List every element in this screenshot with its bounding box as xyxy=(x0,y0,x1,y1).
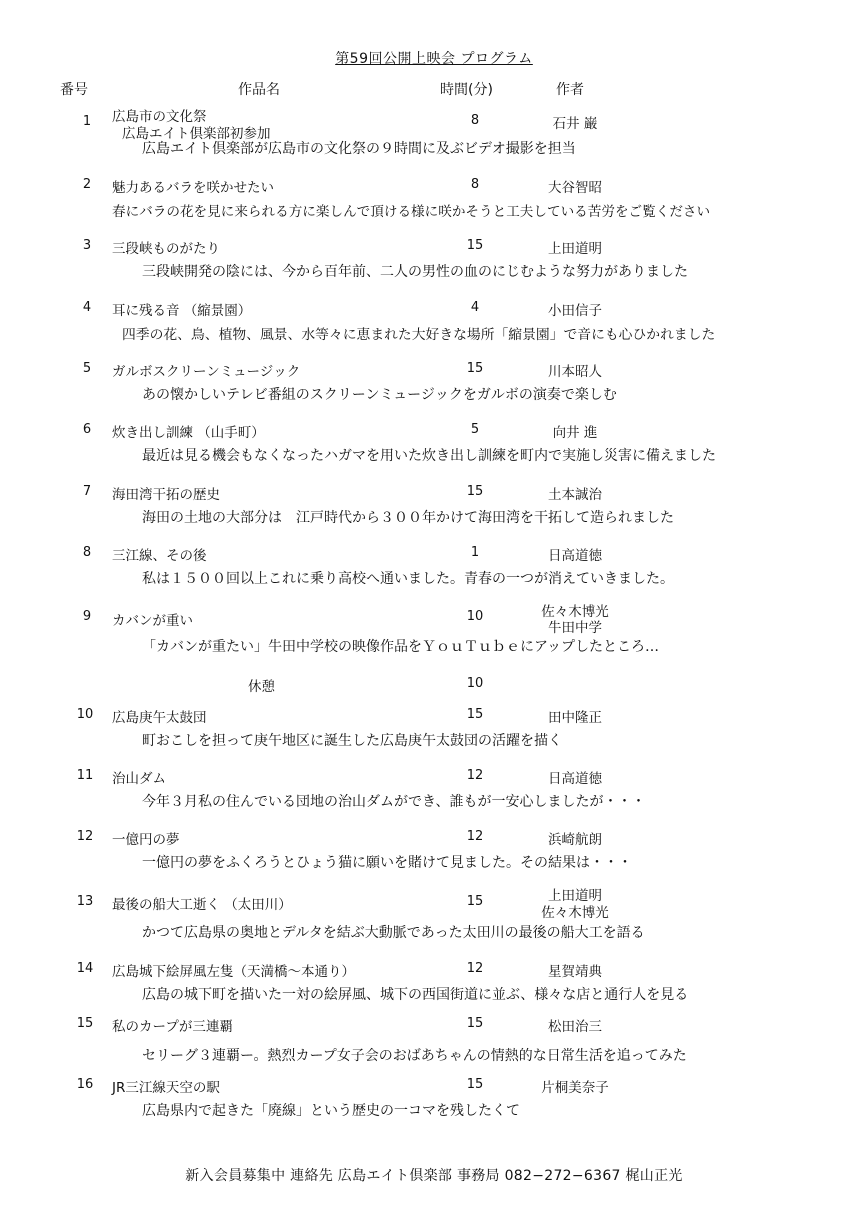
entry-number: 13 xyxy=(76,894,94,909)
entry-title: 三江線、その後 xyxy=(112,548,207,564)
entry-author: 日高道徳 xyxy=(548,548,602,564)
entry-time: 4 xyxy=(470,300,480,315)
entry-title: 最後の船大工逝く （太田川） xyxy=(112,897,292,913)
entry-description: 三段峡開発の陰には、今から百年前、二人の男性の血のにじむような努力がありました xyxy=(142,264,688,280)
entry-number: 14 xyxy=(76,961,94,976)
entry-title: カバンが重い xyxy=(112,613,193,629)
entry-title: 私のカープが三連覇 xyxy=(112,1019,233,1035)
entry-time: 15 xyxy=(466,484,484,499)
entry-subtitle: 広島エイト倶楽部初参加 xyxy=(122,126,271,142)
entry-description: 一億円の夢をふくろうとひょう猫に願いを賭けて見ました。その結果は・・・ xyxy=(142,855,632,871)
entry-number: 16 xyxy=(76,1077,94,1092)
header-number: 番号 xyxy=(60,82,88,98)
entry-number: 8 xyxy=(82,545,92,560)
entry-author: 上田道明 xyxy=(548,241,602,257)
entry-description: セリーグ３連覇ー。熱烈カープ女子会のおばあちゃんの情熱的な日常生活を追ってみた xyxy=(142,1048,687,1064)
entry-author-group: 牛田中学 xyxy=(548,620,602,636)
entry-description: 広島県内で起きた「廃線」という歴史の一コマを残したくて xyxy=(142,1103,520,1119)
header-time: 時間(分) xyxy=(440,82,493,98)
entry-author: 片桐美奈子 xyxy=(541,1080,609,1096)
entry-number: 4 xyxy=(82,300,92,315)
entry-time: 12 xyxy=(466,961,484,976)
entry-time: 15 xyxy=(466,707,484,722)
intermission-label: 休憩 xyxy=(248,679,275,695)
entry-author: 松田治三 xyxy=(548,1019,602,1035)
entry-number: 1 xyxy=(82,114,92,129)
entry-description: 今年３月私の住んでいる団地の治山ダムができ、誰もが一安心しましたが・・・ xyxy=(142,794,646,810)
entry-author: 小田信子 xyxy=(548,303,602,319)
table-header xyxy=(0,79,868,99)
entry-description: 広島エイト倶楽部が広島市の文化祭の９時間に及ぶビデオ撮影を担当 xyxy=(142,141,576,157)
entry-time: 8 xyxy=(470,113,480,128)
entry-number: 9 xyxy=(82,609,92,624)
entry-time: 12 xyxy=(466,768,484,783)
entry-title: 広島城下絵屏風左隻（天満橋〜本通り） xyxy=(112,964,355,980)
entry-author: 向井 進 xyxy=(552,425,598,441)
entry-description: 最近は見る機会もなくなったハガマを用いた炊き出し訓練を町内で実施し災害に備えました xyxy=(142,448,716,464)
entry-author: 上田道明 xyxy=(548,888,602,904)
entry-author: 浜崎航朗 xyxy=(548,832,602,848)
header-author: 作者 xyxy=(556,82,584,98)
entry-description: かつて広島県の奥地とデルタを結ぶ大動脈であった太田川の最後の船大工を語る xyxy=(142,925,645,941)
entry-author: 日高道徳 xyxy=(548,771,602,787)
entry-description: 「カバンが重たい」牛田中学校の映像作品をＹｏｕＴｕｂｅにアップしたところ… xyxy=(142,639,660,655)
entry-author: 佐々木博光 xyxy=(541,604,609,620)
entry-description: あの懐かしいテレビ番組のスクリーンミュージックをガルボの演奏で楽しむ xyxy=(142,387,617,403)
entry-title: JR三江線天空の駅 xyxy=(112,1080,220,1096)
entry-time: 10 xyxy=(466,609,484,624)
entry-number: 2 xyxy=(82,177,92,192)
entry-author: 星賀靖典 xyxy=(548,964,602,980)
entry-description: 町おこしを担って庚午地区に誕生した広島庚午太鼓団の活躍を描く xyxy=(142,733,562,749)
entry-number: 11 xyxy=(76,768,94,783)
page-title: 第59回公開上映会 プログラム xyxy=(335,51,533,67)
entry-author: 川本昭人 xyxy=(548,364,602,380)
entry-title: 魅力あるバラを咲かせたい xyxy=(112,180,274,196)
entry-time: 15 xyxy=(466,238,484,253)
entry-number: 10 xyxy=(76,707,94,722)
entry-author: 田中隆正 xyxy=(548,710,602,726)
entry-description: 海田の土地の大部分は 江戸時代から３００年かけて海田湾を干拓して造られました xyxy=(142,510,674,526)
entry-title: 広島庚午太鼓団 xyxy=(112,710,207,726)
entry-time: 1 xyxy=(470,545,480,560)
entry-number: 12 xyxy=(76,829,94,844)
entry-author: 大谷智昭 xyxy=(548,180,602,196)
entry-description: 春にバラの花を見に来られる方に楽しんで頂ける様に咲かそうと工夫している苦労をご覧ください xyxy=(112,204,711,220)
contact-footer: 新入会員募集中 連絡先 広島エイト倶楽部 事務局 082−272−6367 梶山正光 xyxy=(185,1168,683,1184)
entry-number: 7 xyxy=(82,484,92,499)
entry-number: 6 xyxy=(82,422,92,437)
entry-author-2: 佐々木博光 xyxy=(541,905,609,921)
entry-time: 5 xyxy=(470,422,480,437)
entry-time: 15 xyxy=(466,1077,484,1092)
entry-title: 海田湾干拓の歴史 xyxy=(112,487,220,503)
entry-title: 炊き出し訓練 （山手町） xyxy=(112,425,265,441)
header-title: 作品名 xyxy=(238,82,280,98)
entry-number: 3 xyxy=(82,238,92,253)
entry-author: 土本誠治 xyxy=(548,487,602,503)
entry-title: 広島市の文化祭 xyxy=(112,109,207,125)
entry-description: 私は１５００回以上これに乗り高校へ通いました。青春の一つが消えていきました。 xyxy=(142,571,674,587)
entry-title: ガルボスクリーンミュージック xyxy=(112,364,301,380)
entry-description: 四季の花、鳥、植物、風景、水等々に恵まれた大好きな場所「縮景園」で音にも心ひかれました xyxy=(122,327,716,343)
entry-title: 治山ダム xyxy=(112,771,166,787)
entry-time: 15 xyxy=(466,361,484,376)
entry-number: 5 xyxy=(82,361,92,376)
intermission-time: 10 xyxy=(466,676,484,691)
entry-title: 一億円の夢 xyxy=(112,832,180,848)
entry-time: 15 xyxy=(466,1016,484,1031)
entry-time: 12 xyxy=(466,829,484,844)
entry-time: 8 xyxy=(470,177,480,192)
entry-number: 15 xyxy=(76,1016,94,1031)
entry-title: 三段峡ものがたり xyxy=(112,241,220,257)
entry-description: 広島の城下町を描いた一対の絵屏風、城下の西国街道に並ぶ、様々な店と通行人を見る xyxy=(142,987,689,1003)
entry-time: 15 xyxy=(466,894,484,909)
entry-author: 石井 巌 xyxy=(552,116,598,132)
entry-title: 耳に残る音 （縮景園） xyxy=(112,303,252,319)
